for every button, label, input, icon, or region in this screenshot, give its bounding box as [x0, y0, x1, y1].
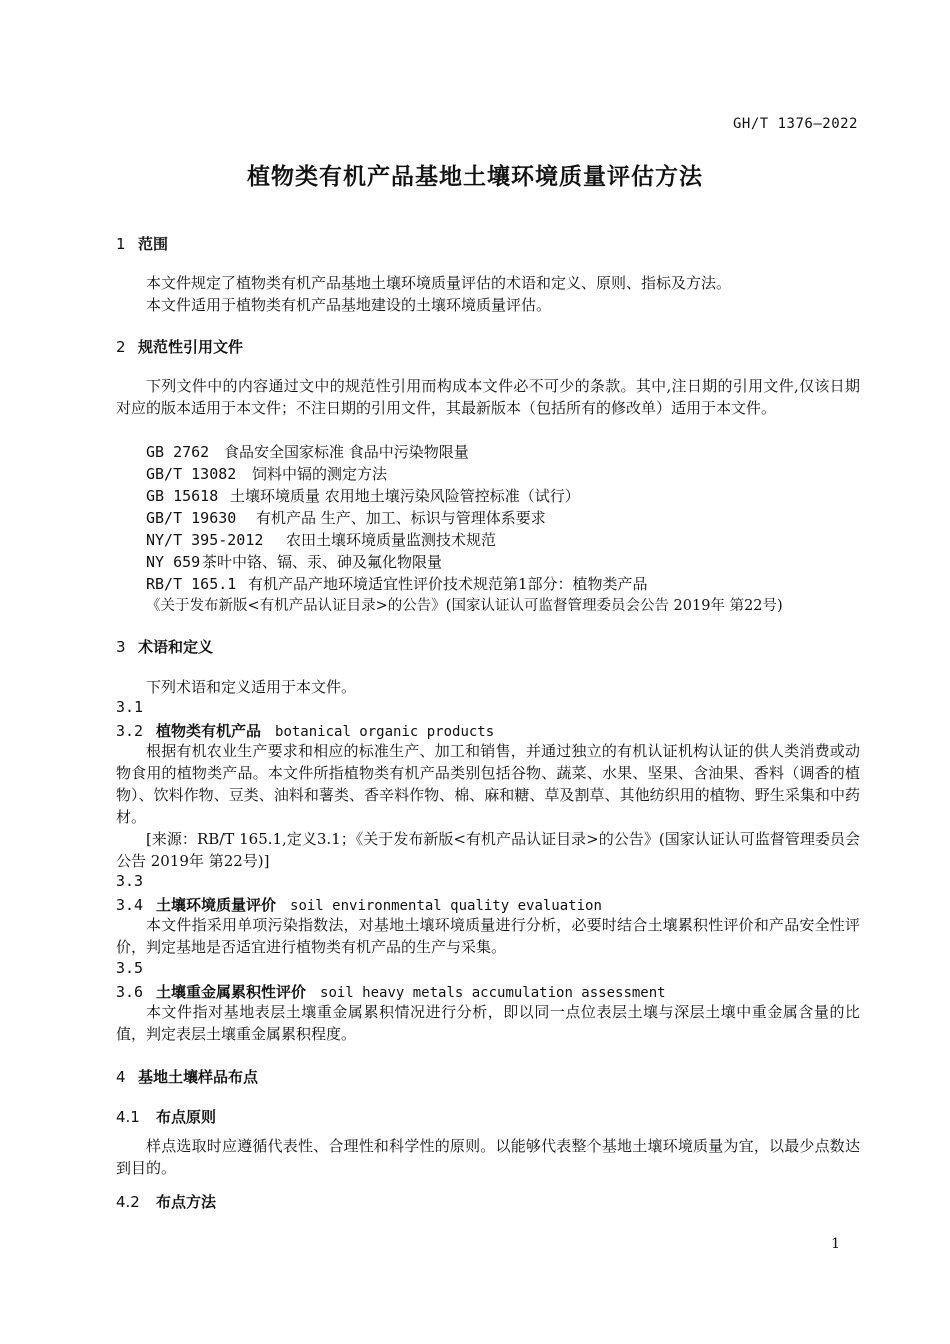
section-title: 布点方法	[156, 1193, 217, 1211]
section-1-heading	[116, 233, 168, 254]
term-name-zh: 植物类有机产品	[156, 722, 262, 740]
reference-title: 农田土壤环境质量监测技术规范	[286, 531, 497, 549]
reference-item	[146, 485, 580, 507]
section-4-heading	[116, 1066, 258, 1087]
subsection-4-1-heading	[116, 1106, 216, 1127]
section-3-heading	[116, 636, 213, 657]
term-heading	[116, 894, 602, 915]
standard-code: GH/T 1376—2022	[732, 116, 858, 132]
reference-notice: 《关于发布新版<有机产品认证目录>的公告》(国家认证认可监督管理委员会公告 2019年 第22号)	[146, 598, 783, 614]
paragraph: 样点选取时应遵循代表性、合理性和科学性的原则。以能够代表整个基地土壤环境质量为宜，以最少点数达到目的。	[116, 1137, 860, 1177]
term-name-en: soil heavy metals accumulation assessment	[320, 985, 666, 1001]
reference-title: 有机产品产地环境适宜性评价技术规范第1部分：植物类产品	[248, 575, 648, 593]
term-definition: 根据有机农业生产要求和相应的标准生产、加工和销售，并通过独立的有机认证机构认证的供人类消费或动物食用的植物类产品。本文件所指植物类有机产品类别包括谷物、蔬菜、水果、坚果、含油果、香料（调香的植物）、饮料作物、豆类、油料和薯类、香辛料作物、棉、麻和糖、草及割草、其他纺织用的植物、野生采集和中药材。	[116, 742, 860, 826]
term-number: 3.5	[116, 959, 144, 977]
term-name-en: botanical organic products	[275, 724, 495, 740]
term-name-zh: 土壤环境质量评价	[156, 896, 277, 914]
reference-title: 食品安全国家标准 食品中污染物限量	[224, 443, 469, 461]
section-number: 4	[116, 1068, 126, 1086]
reference-code: GB/T 13082	[146, 465, 237, 483]
reference-title: 茶叶中铬、镉、汞、砷及氟化物限量	[202, 553, 443, 571]
reference-title: 有机产品 生产、加工、标识与管理体系要求	[256, 509, 546, 527]
term-definition: 本文件指采用单项污染指数法，对基地土壤环境质量进行分析，必要时结合土壤累积性评价和产品安全性评价，判定基地是否适宜进行植物类有机产品的生产与采集。	[116, 916, 860, 956]
reference-item	[146, 507, 546, 529]
reference-code: GB 15618	[146, 487, 219, 505]
term-source: [来源：RB/T 165.1,定义3.1；《关于发布新版<有机产品认证目录>的公告》(国家认证认可监督管理委员会公告 2019年 第22号)]	[116, 830, 860, 870]
paragraph: 本文件规定了植物类有机产品基地土壤环境质量评估的术语和定义、原则、指标及方法。	[146, 274, 732, 292]
paragraph: 下列术语和定义适用于本文件。	[146, 678, 357, 696]
reference-title: 土壤环境质量 农用地土壤污染风险管控标准（试行）	[230, 487, 580, 505]
reference-code: NY/T 395-2012	[146, 531, 264, 549]
section-title: 基地土壤样品布点	[138, 1068, 259, 1086]
reference-code: GB/T 19630	[146, 509, 237, 527]
term-number: 3.2	[116, 722, 144, 740]
section-title: 术语和定义	[138, 638, 214, 656]
term-name-en: soil environmental quality evaluation	[290, 898, 602, 914]
term-number: 3.3	[116, 872, 144, 890]
section-title: 规范性引用文件	[138, 338, 244, 356]
reference-title: 饲料中镉的测定方法	[252, 465, 388, 483]
term-heading	[116, 720, 494, 741]
reference-code: RB/T 165.1	[146, 575, 237, 593]
section-number: 2	[116, 338, 126, 356]
page-number: 1	[831, 1236, 840, 1252]
term-number: 3.1	[116, 698, 144, 716]
section-title: 布点原则	[156, 1108, 217, 1126]
subsection-4-2-heading	[116, 1191, 216, 1212]
section-title: 范围	[138, 235, 169, 253]
term-number: 3.6	[116, 983, 144, 1001]
paragraph: 下列文件中的内容通过文中的规范性引用而构成本文件必不可少的条款。其中,注日期的引用文件,仅该日期对应的版本适用于本文件；不注日期的引用文件，其最新版本（包括所有的修改单）适用于本文件。	[116, 377, 860, 417]
section-number: 4.1	[116, 1108, 140, 1126]
section-2-heading	[116, 336, 243, 357]
section-number: 4.2	[116, 1193, 140, 1211]
term-name-zh: 土壤重金属累积性评价	[156, 983, 307, 1001]
reference-item	[146, 463, 387, 485]
reference-code: GB 2762	[146, 443, 210, 461]
reference-item	[146, 573, 648, 595]
section-number: 3	[116, 638, 126, 656]
reference-code: NY 659	[146, 553, 201, 571]
term-definition: 本文件指对基地表层土壤重金属累积情况进行分析，即以同一点位表层土壤与深层土壤中重金属含量的比值，判定表层土壤重金属累积程度。	[116, 1003, 860, 1043]
term-number: 3.4	[116, 896, 144, 914]
reference-item	[146, 551, 442, 573]
section-number: 1	[116, 235, 126, 253]
reference-item	[146, 529, 496, 551]
paragraph: 本文件适用于植物类有机产品基地建设的土壤环境质量评估。	[146, 296, 552, 314]
reference-item	[146, 441, 469, 463]
term-heading	[116, 981, 666, 1002]
document-title: 植物类有机产品基地土壤环境质量评估方法	[247, 164, 703, 190]
